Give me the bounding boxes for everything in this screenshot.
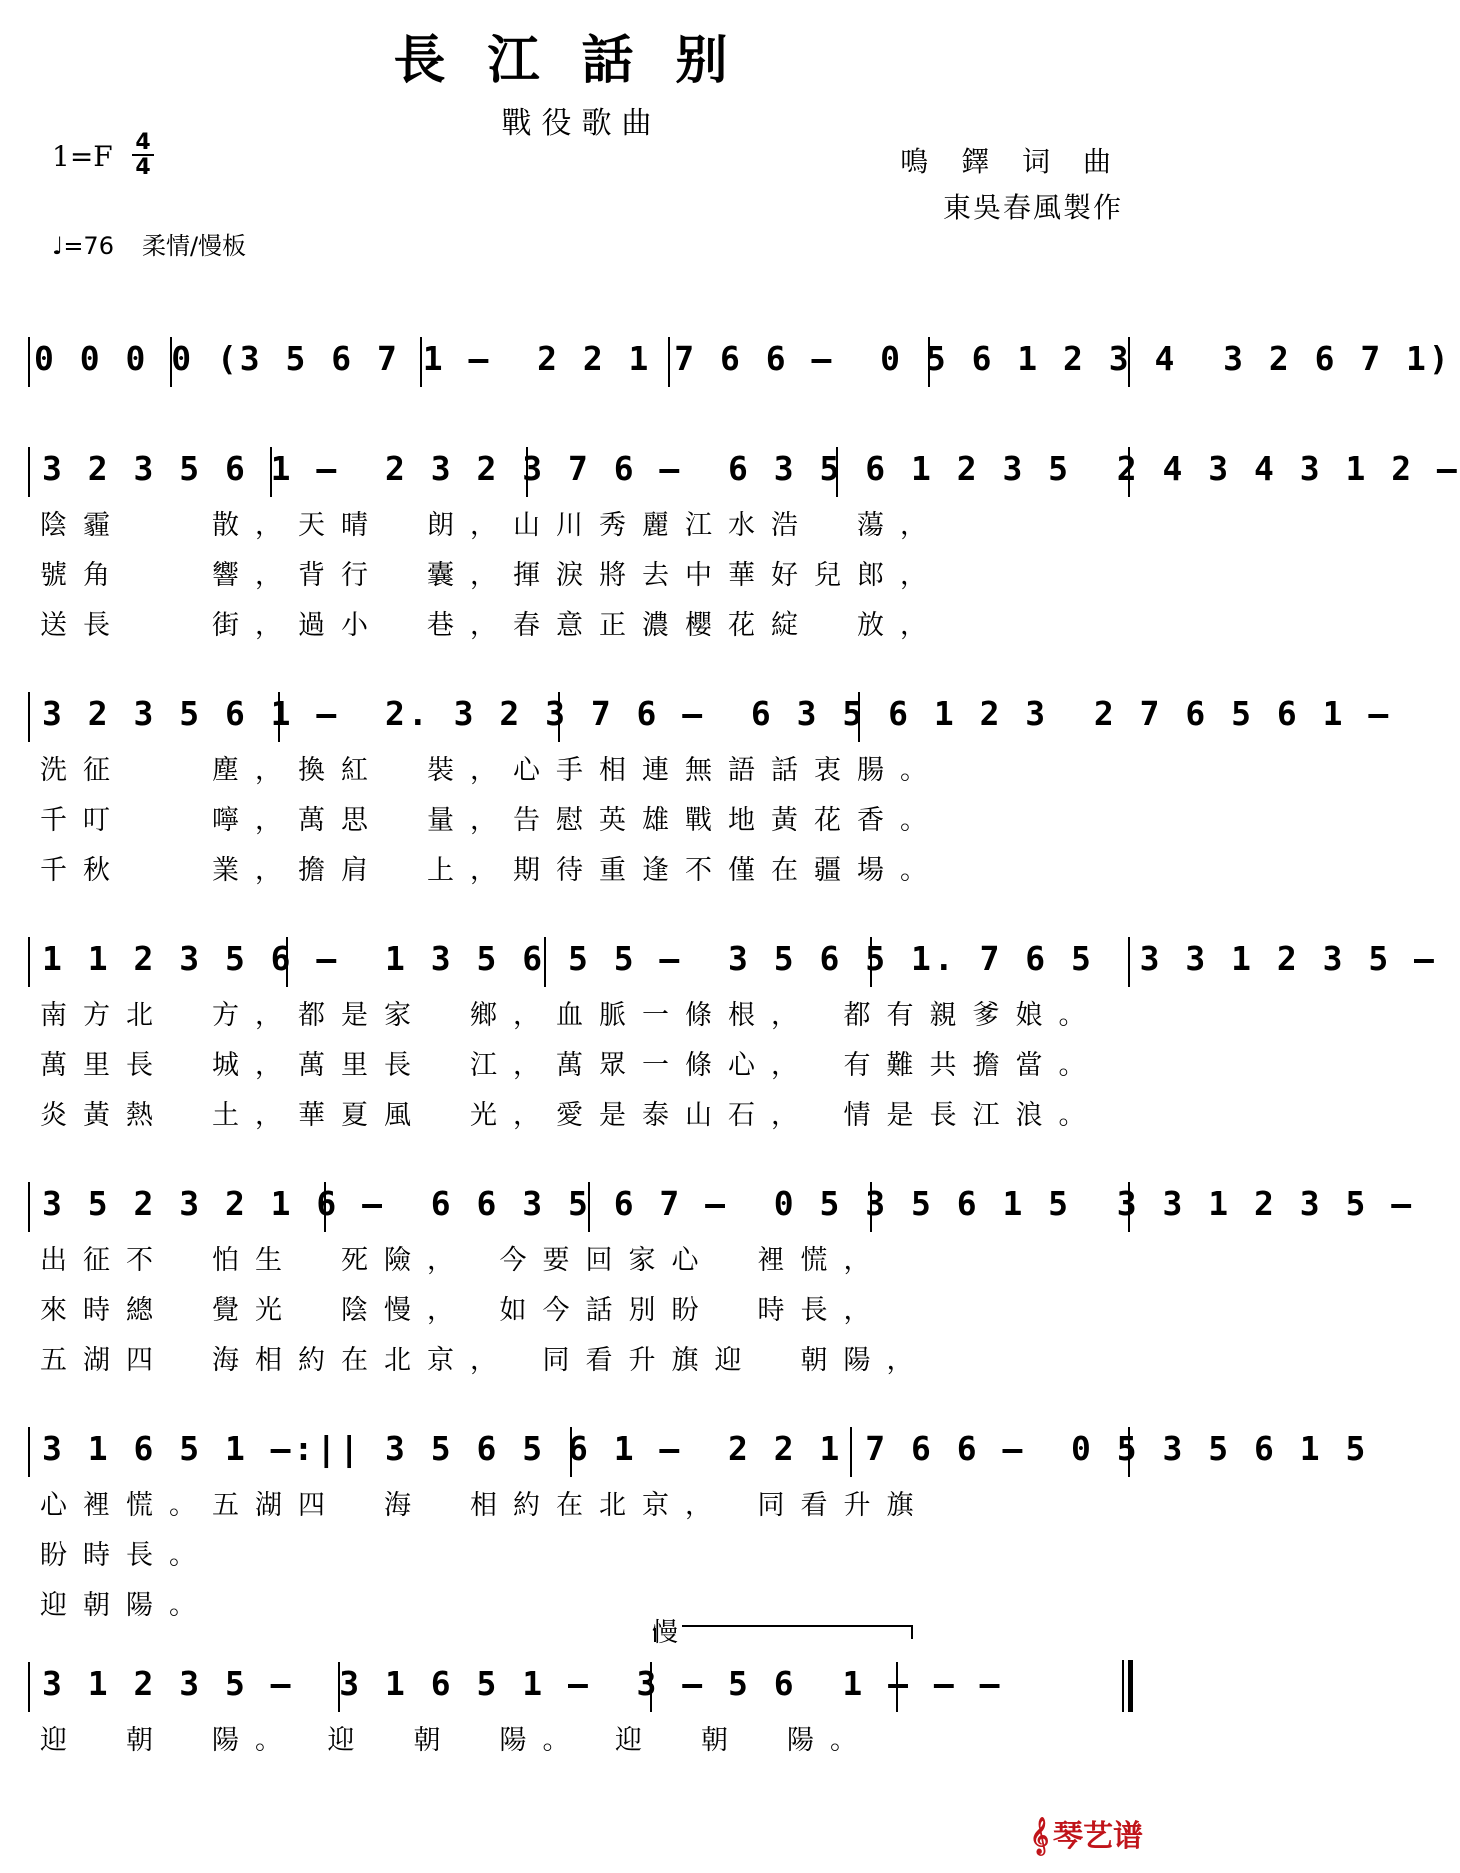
maker-credit: 東吳春風製作	[942, 191, 1123, 224]
lyric-row-3-verse-1: 洗征 塵，換紅 裝，心手相連無語話衷腸。	[40, 755, 943, 786]
time-signature-top: 4	[135, 130, 151, 155]
lyric-row-2-verse-3: 送長 街，過小 巷，春意正濃櫻花綻 放，	[40, 610, 943, 641]
slow-bracket-end	[911, 1625, 913, 1639]
slow-marking: 慢	[652, 1618, 679, 1648]
lyric-row-2-verse-2: 號角 響，背行 囊，揮淚將去中華好兒郎，	[40, 560, 943, 591]
notation-row-4: 1 1 2 3 5 6 – 1 3 5 6 5 5 – 3 5 6 5 1. 7 6 5 3 3 1 2 3 5 –	[42, 939, 1437, 978]
lyric-row-5-verse-1: 出征不 怕生 死險， 今要回家心 裡慌，	[40, 1245, 887, 1276]
style-marking: 柔情/慢板	[141, 232, 247, 260]
lyric-row-2-verse-1: 陰霾 散，天晴 朗，山川秀麗江水浩 蕩，	[40, 510, 943, 541]
notation-row-3: 3 2 3 5 6 1 – 2. 3 2 3 7 6 – 6 3 5 6 1 2 3 2 7 6 5 6 1 –	[42, 694, 1392, 733]
notation-row-7: 3 1 2 3 5 – 3 1 6 5 1 – 3 – 5 6 1 – – –	[42, 1664, 1003, 1703]
notation-row-6: 3 1 6 5 1 –:|| 3 5 6 5 6 1 – 2 2 1 7 6 6 – 0 5 3 5 6 1 5	[42, 1429, 1369, 1468]
song-title: 長江話别	[393, 30, 770, 91]
site-logo	[1030, 1811, 1143, 1855]
lyric-row-5-verse-2: 來時總 覺光 陰慢， 如今話別盼 時長，	[40, 1295, 887, 1326]
logo-text: 琴艺谱	[1053, 1819, 1143, 1854]
tempo-value: ♩=76	[52, 232, 114, 260]
lyric-row-3-verse-2: 千叮 嚀，萬思 量，告慰英雄戰地黃花香。	[40, 805, 943, 836]
author-credit: 鳴 鐸 词 曲	[900, 145, 1123, 178]
lyric-row-6-verse-1: 心裡慌。五湖四 海 相約在北京， 同看升旗	[40, 1490, 930, 1521]
final-barline	[1122, 1660, 1133, 1712]
song-subtitle: 戰役歌曲	[501, 106, 662, 141]
lyric-row-5-verse-3: 五湖四 海相約在北京， 同看升旗迎 朝陽，	[40, 1345, 930, 1376]
logo-icon: 𝄞	[1030, 1816, 1049, 1854]
time-signature	[132, 132, 154, 178]
notation-row-5: 3 5 2 3 2 1 6 – 6 6 3 5 6 7 – 0 5 3 5 6 1 5 3 3 1 2 3 5 –	[42, 1184, 1415, 1223]
notation-row-2: 3 2 3 5 6 1 – 2 3 2 3 7 6 – 6 3 5 6 1 2 3 5 2 4 3 4 3 1 2 –	[42, 449, 1460, 488]
lyric-row-4-verse-1: 南方北 方，都是家 鄉，血脈一條根， 都有親爹娘。	[40, 1000, 1102, 1031]
tempo-marking	[52, 226, 246, 261]
lyric-row-4-verse-3: 炎黃熱 土，華夏風 光，愛是泰山石， 情是長江浪。	[40, 1100, 1102, 1131]
notation-row-1: 0 0 0 0 (3 5 6 7 1 – 2 2 1 7 6 6 – 0 5 6 1 2 3 4 3 2 6 7 1)	[34, 339, 1452, 378]
time-signature-bottom: 4	[135, 155, 151, 180]
lyric-row-6-verse-3: 迎朝陽。	[40, 1590, 212, 1621]
slow-bracket-line	[682, 1625, 912, 1627]
lyric-row-7-verse-1: 迎 朝 陽。 迎 朝 陽。 迎 朝 陽。	[40, 1725, 873, 1756]
lyric-row-3-verse-3: 千秋 業，擔肩 上，期待重逢不僅在疆場。	[40, 855, 943, 886]
slow-bracket-start	[654, 1628, 656, 1642]
lyric-row-6-verse-2: 盼時長。	[40, 1540, 212, 1571]
key-signature: 1=F	[52, 140, 113, 173]
lyric-row-4-verse-2: 萬里長 城，萬里長 江，萬眾一條心， 有難共擔當。	[40, 1050, 1102, 1081]
